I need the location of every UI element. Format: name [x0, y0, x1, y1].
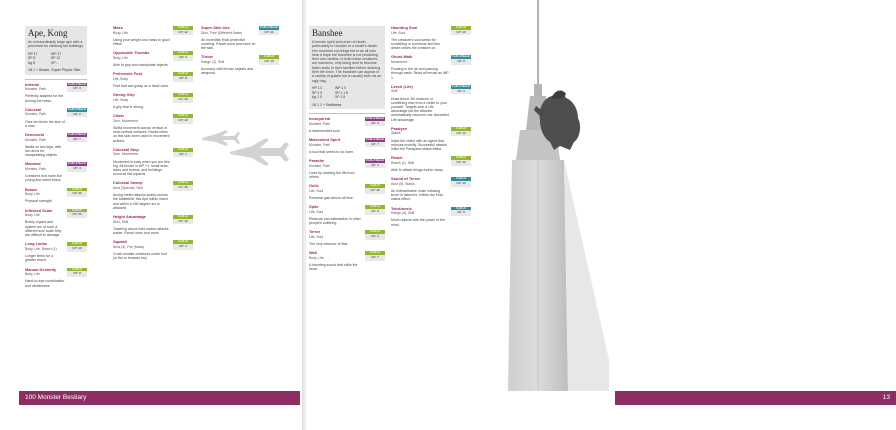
ability-name: Strong Grip	[113, 92, 135, 98]
ability-type: Life, Soul	[391, 30, 406, 35]
ability-cost-badge	[173, 93, 193, 102]
ability-name: Mammal	[25, 161, 41, 167]
right-column-1	[309, 26, 385, 277]
creature-description: An extraordinarily large ape with a penchant for climbing tall buildings.	[28, 40, 84, 49]
ability-name: Telekinesis	[391, 205, 412, 211]
ability-cost-badge	[173, 181, 193, 190]
creature-title: Ape, Kong	[28, 28, 68, 38]
badge-cost: CP: 10	[67, 246, 87, 252]
ability-cost-badge	[173, 215, 193, 224]
ability-type: Monster, Path	[25, 137, 46, 142]
ability-type: Movement	[391, 60, 407, 64]
ability-name: Long Limbs	[25, 241, 48, 247]
ability-entry	[113, 148, 193, 177]
creature-powers: 18 1 + Brawn, Super Physic Skin	[28, 68, 81, 73]
ability-description: Creatures that have live young and warm blood.	[25, 174, 62, 183]
badge-cost: CP: 10	[451, 181, 471, 187]
ability-description: A haunting sound that chills the heart.	[309, 263, 358, 272]
ability-cost-badge	[173, 114, 193, 123]
ability-type: Body, Life, Reach (1)	[25, 246, 57, 251]
ability-type: Body, Life	[309, 256, 324, 261]
badge-cost: CP: 7	[365, 142, 385, 148]
badge-cost: CP: 30	[67, 191, 87, 197]
ability-entry	[391, 207, 471, 227]
ability-cost-badge	[365, 230, 385, 239]
ability-name: Height Advantage	[113, 214, 146, 220]
ability-description: Longer limbs for a greater reach.	[25, 254, 54, 263]
ability-cost-badge	[67, 83, 87, 92]
badge-title: CoR+3	[173, 148, 193, 152]
ability-cost-badge	[451, 26, 471, 35]
badge-cost: CP: 7	[67, 137, 87, 143]
ability-type: Dino, Skill	[113, 219, 129, 224]
ability-entry	[113, 114, 193, 143]
ability-description: Pleasure and satisfaction in other people's suffering.	[309, 217, 361, 226]
badge-title: CoR+3 Basic	[451, 83, 471, 88]
badge-cost: CP: 20	[67, 212, 87, 218]
ability-name: Infernal	[25, 81, 40, 87]
badge-title: CoR+3	[259, 55, 279, 59]
ability-entry	[309, 159, 385, 179]
left-page	[0, 0, 303, 430]
ability-name: Colossal	[25, 106, 42, 112]
ability-name: Incorporeal	[309, 116, 331, 122]
badge-title: CoR+3 Basic	[365, 116, 385, 121]
ability-description: Lives by draining the life from others.	[309, 170, 355, 180]
ability-name: Mass	[113, 25, 123, 30]
badge-title: CoR+3	[67, 209, 87, 213]
ability-cost-badge	[67, 268, 87, 277]
ability-cost-badge	[173, 240, 193, 249]
creature-stats: HP 1 0 WP 1 0 SP 1 0 SP 1 1 8 Ag 1 0 XP 1 8	[312, 85, 348, 100]
badge-title: CoR+3 Basic	[67, 81, 87, 86]
right-page-footer: 13	[615, 391, 896, 405]
ability-entry	[25, 133, 87, 157]
ability-description: Skilful movement across vertical or near-vertical surfaces. Ranks relies on this skin when used in movement actions.	[113, 126, 170, 143]
ability-description: Accuracy with thrown objects and weapons.	[201, 67, 253, 76]
badge-title: CoR+3	[173, 114, 193, 118]
badge-title: CoR+3	[67, 268, 87, 272]
badge-cost: CP: 12	[173, 30, 193, 36]
badge-cost: CP: 10	[173, 118, 193, 124]
ability-entry	[309, 230, 385, 246]
ability-description: Towering above foes makes attacks easier. Ranch ones and more.	[113, 226, 169, 236]
badge-title: CoR+3	[67, 188, 87, 192]
badge-cost: CP: 7	[365, 255, 385, 261]
creature-title: Banshee	[312, 28, 343, 38]
ability-description: Able to attack things further away.	[391, 168, 444, 173]
badge-title: CoR+3 Basic	[365, 137, 385, 142]
ability-type: Dino, Movement	[113, 118, 138, 123]
ability-type: Monster, Path	[309, 142, 330, 147]
ability-cost-badge	[365, 251, 385, 260]
badge-cost: CP: 3	[67, 86, 87, 92]
ability-entry	[391, 156, 471, 172]
badge-cost: CP: 4	[173, 244, 193, 250]
ability-description: A soul that seeks to do harm.	[309, 149, 355, 154]
badge-title: CoR+3 Basic	[259, 25, 279, 29]
badge-title: CoR+3	[365, 205, 385, 209]
creature-header-box	[25, 26, 87, 75]
badge-cost: CP: 3	[451, 89, 471, 95]
badge-cost: CP: 10	[365, 188, 385, 194]
ability-name: Opposable Thumbs	[113, 50, 150, 56]
ability-name: Reach	[391, 155, 403, 161]
ability-entry	[25, 108, 87, 128]
ability-entry	[25, 83, 87, 103]
ability-cost-badge	[67, 133, 87, 142]
ability-entry	[113, 181, 193, 210]
ability-cost-badge	[365, 205, 385, 214]
ability-cost-badge	[67, 162, 87, 171]
ability-type: Monster, Path	[309, 121, 330, 126]
ability-description: Personal gain above all else.	[309, 196, 354, 201]
left-column-3	[201, 26, 279, 81]
ability-entry	[309, 205, 385, 225]
ability-description: Feet that can grasp as a hand does.	[113, 84, 170, 88]
ability-description: Crush smaller creatures under foot (or fist or tentacle etc).	[113, 252, 167, 261]
ability-cost-badge	[259, 55, 279, 64]
ability-entry	[113, 240, 193, 260]
badge-cost: CP: 4	[365, 234, 385, 240]
ability-cost-badge	[451, 177, 471, 186]
ability-description: Physical strength.	[25, 199, 53, 204]
ability-description: An incredibly thick protective covering. Ranch ones and more on the skin.	[201, 37, 256, 51]
ability-entry	[201, 26, 279, 50]
ability-name: Colossal Step	[113, 146, 139, 152]
creature-stats: HP 17 WP 17 SP 8 SP 12 Ag 8 XP ...	[28, 51, 62, 65]
ability-type: Monster, Path	[309, 163, 330, 168]
ability-name: Paralyse	[391, 125, 408, 131]
ability-type: Body, Life	[25, 272, 40, 277]
ability-cost-badge	[451, 127, 471, 136]
ability-name: Leech (Life)	[391, 83, 413, 89]
ability-entry	[391, 85, 471, 122]
ability-description: Movement is easy when you are this big. All terrain is WP +1, small seas, lakes and forests, and buildings count as flat squares.	[113, 159, 170, 177]
ability-cost-badge	[365, 159, 385, 168]
badge-cost: CP: 4	[173, 55, 193, 61]
creature-powers: 18 1 1 + Swiftness	[312, 102, 342, 107]
badge-cost: CP: 10	[451, 30, 471, 36]
ability-type: Range (1), Skill	[201, 60, 225, 64]
badge-cost: CP: 10	[173, 219, 193, 225]
ability-cost-badge	[365, 117, 385, 126]
ability-name: Climb	[113, 113, 124, 119]
ability-description: Perfectly adapted for the among the mass.	[25, 94, 64, 103]
ability-name: Spite	[309, 204, 319, 210]
ability-cost-badge	[173, 148, 193, 157]
ability-cost-badge	[365, 138, 385, 147]
creature-header-box	[309, 26, 385, 109]
badge-cost: CP: 15	[173, 185, 193, 191]
ability-entry	[113, 93, 193, 109]
left-column-2	[113, 26, 193, 265]
ability-cost-badge	[67, 108, 87, 117]
ability-list	[391, 26, 471, 227]
ability-entry	[25, 162, 87, 182]
badge-title: CoR+3 Basic	[451, 54, 471, 59]
ability-type: Life, Body	[113, 76, 129, 81]
badge-title: CoR+3 Basic	[67, 132, 87, 137]
ability-type: Body, Life	[113, 55, 128, 60]
ability-description: Walks on two legs, with two arms for manipulating objects.	[25, 144, 62, 158]
badge-title: CoR+3	[365, 230, 385, 234]
badge-title: CoR+3	[451, 177, 471, 181]
ability-type: Body, Life	[25, 213, 40, 218]
badge-cost: CP: 7	[173, 152, 193, 158]
ability-entry	[113, 72, 193, 88]
ability-type: Life, Body	[113, 97, 129, 102]
ability-description: A disembodied soul.	[309, 128, 341, 133]
ability-description: An indescribable noise inducing terror in listeners. Inflicts the Fear status effect.	[391, 189, 443, 202]
divider	[309, 113, 385, 114]
ability-entry	[25, 188, 87, 204]
badge-title: CoR+3	[365, 184, 385, 188]
ability-cost-badge	[67, 188, 87, 197]
ability-name: Terror	[309, 229, 321, 235]
ability-description: Inject the victim with an agent that reduces mobility. Successful attacks inflict the Paralysed status effect.	[391, 138, 447, 152]
ability-name: Ghost Walk	[391, 54, 413, 60]
badge-cost: CP: 8	[67, 271, 87, 277]
ability-description: Draw blood, life essence or something else from a victim to your yourself. Targets lose a Life advantage but the attacker automatically recovers one discarded Life advantage.	[391, 96, 449, 122]
badge-cost: CP: 2	[67, 112, 87, 118]
ability-type: Body, Life	[113, 30, 128, 35]
ability-cost-badge	[173, 51, 193, 60]
ability-cost-badge	[67, 209, 87, 218]
ability-name: Prehensile Foot	[113, 71, 143, 77]
badge-cost: CP: 14	[259, 30, 279, 36]
ability-type: Monster, Path	[25, 167, 46, 172]
ability-cost-badge	[451, 85, 471, 94]
badge-cost: CP: 8	[173, 76, 193, 82]
ability-name: Haunting Soul	[391, 25, 418, 30]
tower-ape-illustration	[490, 0, 609, 391]
badge-title: CoR+3	[365, 251, 385, 255]
badge-cost: CP: 12	[451, 131, 471, 137]
ability-type: Monster, Path	[25, 87, 46, 92]
ability-name: Throw	[201, 54, 213, 60]
ability-list	[113, 26, 193, 260]
badge-title: CoR+3	[173, 181, 193, 185]
ability-type: Life, Soul	[309, 235, 324, 240]
ability-name: Malevolent Spirit	[309, 137, 341, 143]
ability-name: Parasite	[309, 158, 325, 164]
badge-title: CoR+3 Basic	[67, 106, 87, 111]
ability-entry	[391, 26, 471, 50]
left-page-footer: 100 Monster Bestiary	[19, 391, 300, 405]
ability-description: Hand-to-eye coordination and nimbleness.	[25, 279, 65, 288]
badge-cost: CP: 5	[451, 210, 471, 216]
badge-title: CoR+3	[67, 242, 87, 246]
ability-description: Move objects with the power of the mind.	[391, 218, 445, 227]
ability-description: Using your weight and mass to good effect.	[113, 37, 170, 46]
ability-type: Status	[391, 131, 401, 136]
badge-title: CoR+3	[173, 72, 193, 76]
badge-title: CoR+3	[451, 156, 471, 160]
ability-type: Reach (1), Skill	[391, 160, 414, 165]
ability-entry	[201, 55, 279, 75]
ability-name: Wail	[309, 250, 317, 256]
ability-list	[25, 83, 87, 288]
badge-title: CoR+3	[451, 207, 471, 211]
ability-entry	[309, 184, 385, 200]
ability-description: The very essence of fear.	[309, 242, 349, 247]
badge-cost: CP: 8	[451, 59, 471, 65]
badge-cost: CP: 10	[259, 59, 279, 65]
ability-type: Dino, Free (Different Scale)	[201, 30, 243, 35]
ability-entry	[25, 268, 87, 288]
badge-title: CoR+3 Basic	[365, 158, 385, 163]
ability-cost-badge	[259, 26, 279, 35]
ability-type: Skill	[391, 89, 398, 94]
badge-title: CoR+3	[451, 127, 471, 131]
ability-type: Life, Soul	[309, 188, 324, 193]
ability-description: Over ten times the size of a man.	[25, 119, 65, 128]
ability-type: Body, Life	[25, 192, 40, 197]
ability-description: A grip that is strong.	[113, 105, 144, 109]
ability-entry	[391, 127, 471, 151]
ability-type: Area (Special), Skill	[113, 186, 143, 191]
right-page	[306, 0, 890, 430]
ability-name: Inflected Scale	[25, 207, 53, 213]
badge-cost: CP: 12	[451, 160, 471, 166]
ability-type: Range (6), Skill	[391, 211, 415, 216]
badge-title: CoR+3 Basic	[67, 161, 87, 166]
ability-type: Area (4), Foe (Mass)	[113, 244, 145, 249]
jet-silhouettes-illustration	[196, 124, 296, 172]
ability-list	[309, 117, 385, 272]
ability-type: Aura (5), Status	[391, 181, 415, 186]
ability-entry	[113, 51, 193, 67]
creature-description: A female spirit and omen of death, particularly to Houlder or a heath's death. Her mournful cry brings terror as all who hear it hope the banshee is not predicting their own deaths. In truth these creatures are harmless, only being sent to become fallen souls to their families before draining their life force. The banshee can appear in a variety of guises but is usually seen as an ugly hag.	[312, 40, 382, 83]
badge-cost: CP: 3	[365, 163, 385, 169]
ability-name: Super-Skin Use	[201, 25, 230, 30]
badge-title: CoR+3	[451, 26, 471, 30]
ability-name: Squash	[113, 239, 128, 245]
badge-cost: CP: 4	[67, 166, 87, 172]
divider	[25, 79, 87, 80]
ability-list	[201, 26, 279, 76]
ability-type: Life, Soul	[309, 209, 324, 214]
badge-title: CoR+3	[173, 51, 193, 55]
ability-cost-badge	[173, 26, 193, 35]
ability-entry	[309, 251, 385, 271]
ability-entry	[391, 55, 471, 79]
ability-type: Dino, Movement	[113, 152, 138, 157]
ability-cost-badge	[173, 72, 193, 81]
ability-name: Manual Dexterity	[25, 266, 57, 272]
ability-entry	[391, 177, 471, 201]
ability-description: Floating in the air and passing through walls. Read all terrain as WP 1.	[391, 67, 449, 80]
ability-entry	[309, 138, 385, 154]
ability-description: Able to grip and manipulate objects.	[113, 63, 169, 67]
badge-title: CoR+3	[173, 240, 193, 244]
ability-cost-badge	[365, 184, 385, 193]
ability-entry	[113, 26, 193, 46]
ability-name: Colossal Sweep	[113, 180, 143, 186]
ability-description: Arcing melee attacks sweep across the battlefield; this Ape within reach and within a 180 degree arc is attacked.	[113, 193, 168, 210]
ability-name: Demonoid	[25, 132, 45, 138]
ability-entry	[25, 242, 87, 262]
badge-title: CoR+3	[173, 215, 193, 219]
ability-cost-badge	[67, 242, 87, 251]
ability-cost-badge	[451, 207, 471, 216]
ability-type: Monster, Path	[25, 112, 46, 117]
ability-cost-badge	[451, 156, 471, 165]
ability-description: The creature's soul seeks for something or someone and this desire drives the creature on.	[391, 37, 440, 51]
badge-cost: CP: 9	[365, 209, 385, 215]
badge-cost: CP: 10	[173, 97, 193, 103]
badge-title: CoR+3	[173, 93, 193, 97]
ability-entry	[113, 215, 193, 235]
right-column-2	[391, 26, 471, 232]
ability-name: Guile	[309, 183, 319, 189]
badge-cost: CP: 3	[365, 121, 385, 127]
ability-name: Brawn	[25, 186, 37, 192]
ability-entry	[309, 117, 385, 133]
ability-name: Sound of Terror	[391, 176, 421, 182]
ability-cost-badge	[451, 55, 471, 64]
ability-entry	[25, 209, 87, 238]
badge-title: CoR+3	[173, 26, 193, 30]
left-column-1	[25, 26, 87, 293]
ability-description: Bodily organs and system are of such a different size scale they are difficult to damage.	[25, 220, 62, 238]
